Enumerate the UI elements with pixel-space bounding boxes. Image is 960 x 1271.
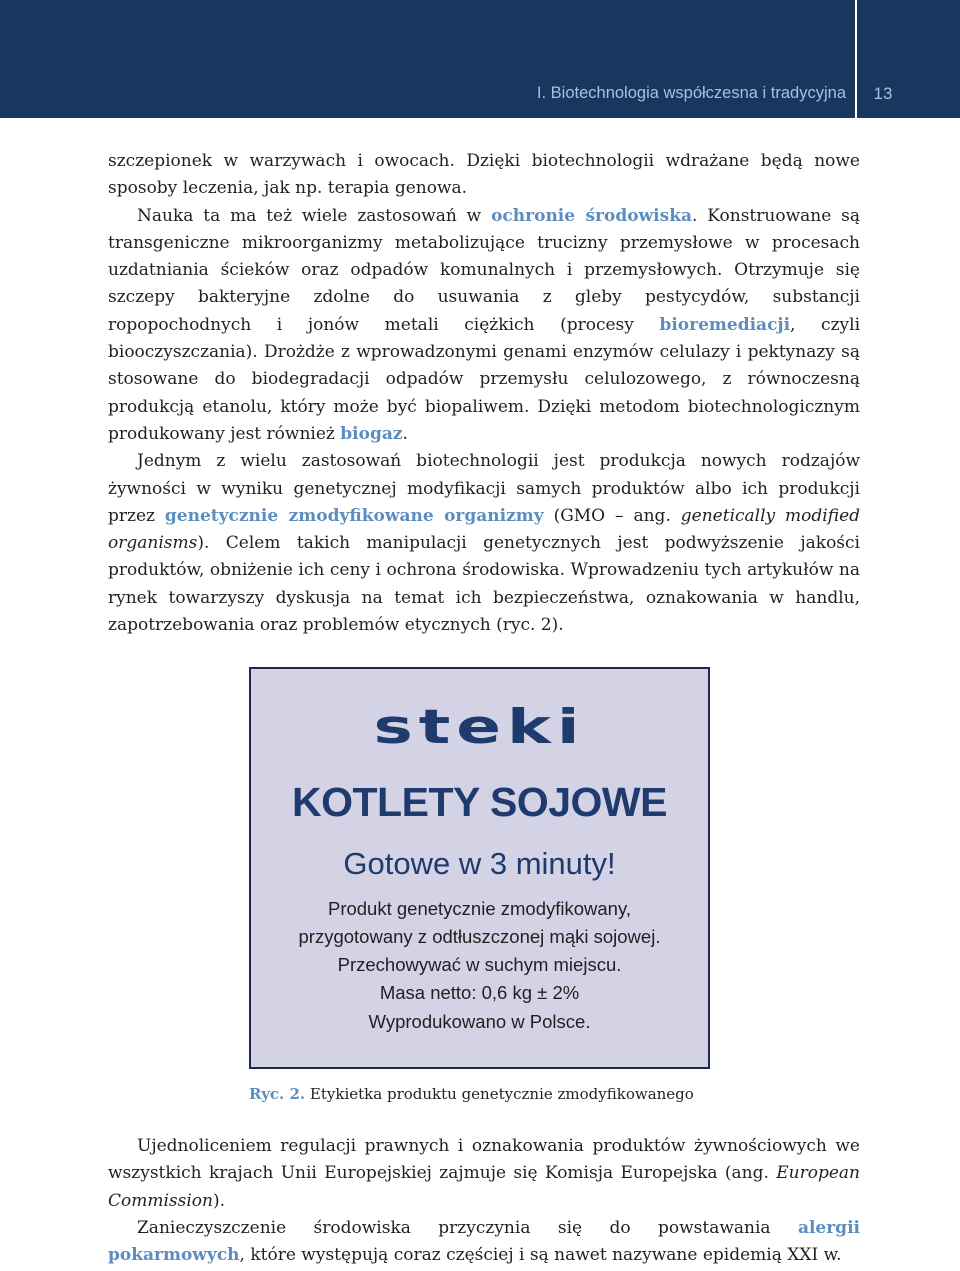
term-gmo: genetycznie zmodyfikowane organizmy	[164, 505, 544, 526]
page-header	[0, 0, 960, 118]
page-number: 13	[873, 84, 893, 103]
chapter-title: I. Biotechnologia współczesna i tradycyjna	[536, 84, 846, 102]
text-block-top	[108, 148, 860, 639]
paragraph-4: Ujednoliceniem regulacji prawnych i oznakowania produktów żywnościowych we wszystkich krajach Unii Europejskiej zajmuje się Komisja Europejska (ang. European Commission).	[108, 1136, 860, 1211]
paragraph-5: Zanieczyszczenie środowiska przyczynia się do powstawania alergii pokarmowych, które występują coraz częściej i są nawet nazywane epidemią XXI w.	[108, 1217, 860, 1266]
term-gmo-english: genetically modified organisms	[108, 505, 861, 554]
paragraph-2: Nauka ta ma też wiele zastosowań w ochronie środowiska. Konstruowane są transgeniczne mikroorganizmy metabolizujące trucizny przemysłowe w procesach uzdatniania ścieków oraz odpadów komunalnych i przemysłowych. Otrzymuje się szczepy bakteryjne zdolne do usuwania z gleby pestycydów, substancji ropopochodnych i jonów metali ciężkich (procesy bioremediacji, czyli biooczyszczania). Drożdże z wprowadzonymi genami enzymów celulazy i pektynazy są stosowane do biodegradacji odpadów przemysłu celulozowego, z równoczesną produkcją etanolu, który może być biopaliwem. Dzięki metodom biotechnologicznym produkowany jest również biogaz.	[108, 205, 861, 444]
term-ochrona-srodowiska: ochronie środowiska	[491, 205, 693, 226]
paragraph-1: szczepionek w warzywach i owocach. Dzięki biotechnologii wdrażane będą nowe sposoby leczenia, jak np. terapia genowa.	[108, 151, 860, 199]
figure-caption: Ryc. 2. Etykietka produktu genetycznie zmodyfikowanego	[249, 1085, 694, 1103]
brand-logo: steki	[373, 698, 586, 755]
figure-caption-label: Ryc. 2.	[249, 1085, 306, 1103]
text-block-bottom	[108, 1133, 860, 1269]
product-origin: Wyprodukowano w Polsce.	[368, 1011, 591, 1032]
term-biogaz: biogaz	[340, 423, 403, 444]
term-european-commission: European Commission	[108, 1163, 860, 1211]
term-alergie-pokarmowe: alergii pokarmowych	[108, 1217, 860, 1266]
product-description: Produkt genetycznie zmodyfikowany, przygotowany z odtłuszczonej mąki sojowej. Przechowywać w suchym miejscu. Masa netto: 0,6 kg ± 2%	[298, 898, 661, 1003]
paragraph-3: Jednym z wielu zastosowań biotechnologii jest produkcja nowych rodzajów żywności w wyniku genetycznej modyfikacji samych produktów albo ich produkcji przez genetycznie zmodyfikowane organizmy (GMO – ang. genetically modified organisms). Celem takich manipulacji genetycznych jest podwyższenie jakości produktów, obniżenie ich ceny i ochrona środowiska. Wprowadzeniu tych artykułów na rynek towarzyszy dyskusja na temat ich bezpieczeństwa, oznakowania w handlu, zapotrzebowania oraz problemów etycznych (ryc. 2).	[108, 451, 861, 636]
product-label-figure	[249, 667, 710, 1069]
product-tagline: Gotowe w 3 minuty!	[343, 846, 616, 881]
product-name: KOTLETY SOJOWE	[292, 779, 667, 825]
term-bioremediacja: bioremediacji	[659, 314, 791, 335]
